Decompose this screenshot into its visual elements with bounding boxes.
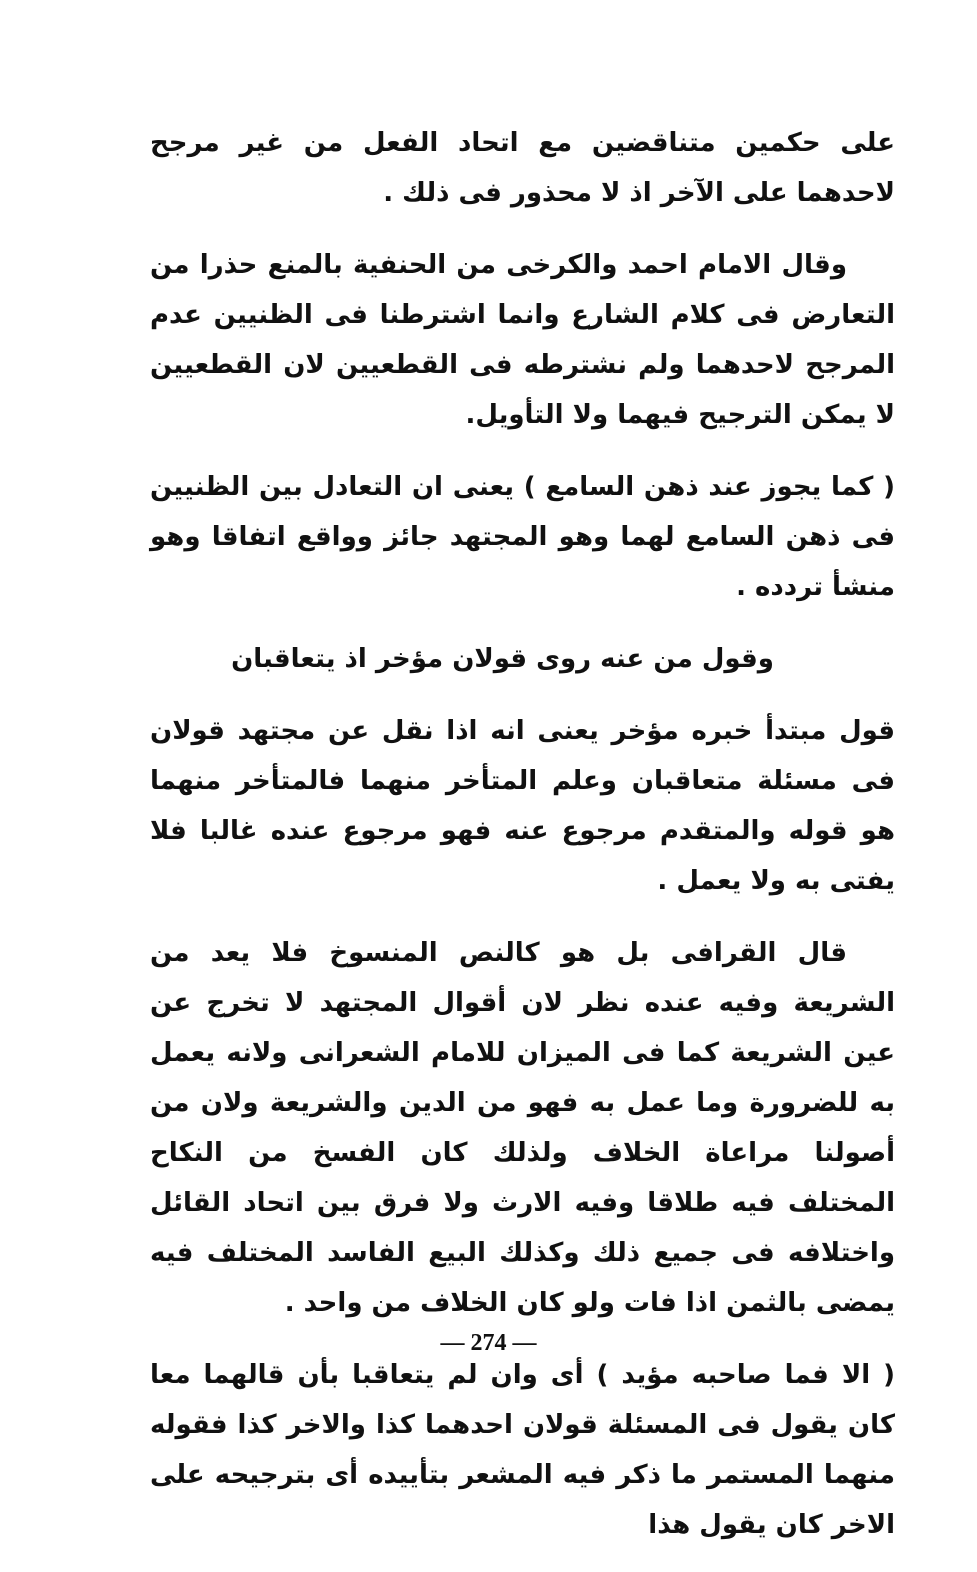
- paragraph-6-text: قال القرافى بل هو كالنص المنسوخ فلا يعد من الشريعة وفيه عنده نظر لان أقوال المجتهد لا تخرج عن عين الشريعة كما فى الميزان للامام الشعرانى ولانه يعمل به للضرورة وما عمل به فهو من الدين والشريعة ولان من أصولنا مراعاة الخلاف ولذلك كان الفسخ من النكاح المختلف فيه طلاقا وفيه الارث ولا فرق بين اتحاد القائل واختلافه فى جميع ذلك وكذلك البيع الفاسد المختلف فيه يمضى بالثمن اذا فات ولو كان الخلاف من واحد .: [150, 938, 895, 1318]
- page-number: — 274 —: [440, 1330, 537, 1356]
- paragraph-2: [150, 240, 895, 440]
- paragraph-5: قول مبتدأ خبره مؤخر يعنى انه اذا نقل عن مجتهد قولان فى مسئلة متعاقبان وعلم المتأخر منهما فالمتأخر منهما هو قوله والمتقدم مرجوع عنه فهو مرجوع عنده غالبا فلا يفتى به ولا يعمل .: [150, 716, 895, 896]
- paragraph-7: ( الا فما صاحبه مؤيد ) أى وان لم يتعاقبا بأن قالهما معا كان يقول فى المسئلة قولان احدهما كذا والاخر كذا فقوله منهما المستمر ما ذكر فيه المشعر بتأييده أى بترجيحه على الاخر كان يقول هذا: [150, 1360, 895, 1540]
- paragraph-6: [150, 928, 895, 1328]
- verse-line: وقول من عنه روى قولان مؤخر اذ يتعاقبان: [231, 644, 774, 674]
- paragraph-1: على حكمين متناقضين مع اتحاد الفعل من غير مرجح لاحدهما على الآخر اذ لا محذور فى ذلك .: [150, 128, 895, 208]
- paragraph-3: ( كما يجوز عند ذهن السامع ) يعنى ان التعادل بين الظنيين فى ذهن السامع لهما وهو المجتهد جائز وواقع اتفاقا وهو منشأ تردده .: [150, 472, 895, 602]
- paragraph-2-text: وقال الامام احمد والكرخى من الحنفية بالمنع حذرا من التعارض فى كلام الشارع وانما اشترطنا فى الظنيين عدم المرجح لاحدهما ولم نشترطه فى القطعيين لان القطعيين لا يمكن الترجيح فيهما ولا التأويل.: [150, 250, 895, 430]
